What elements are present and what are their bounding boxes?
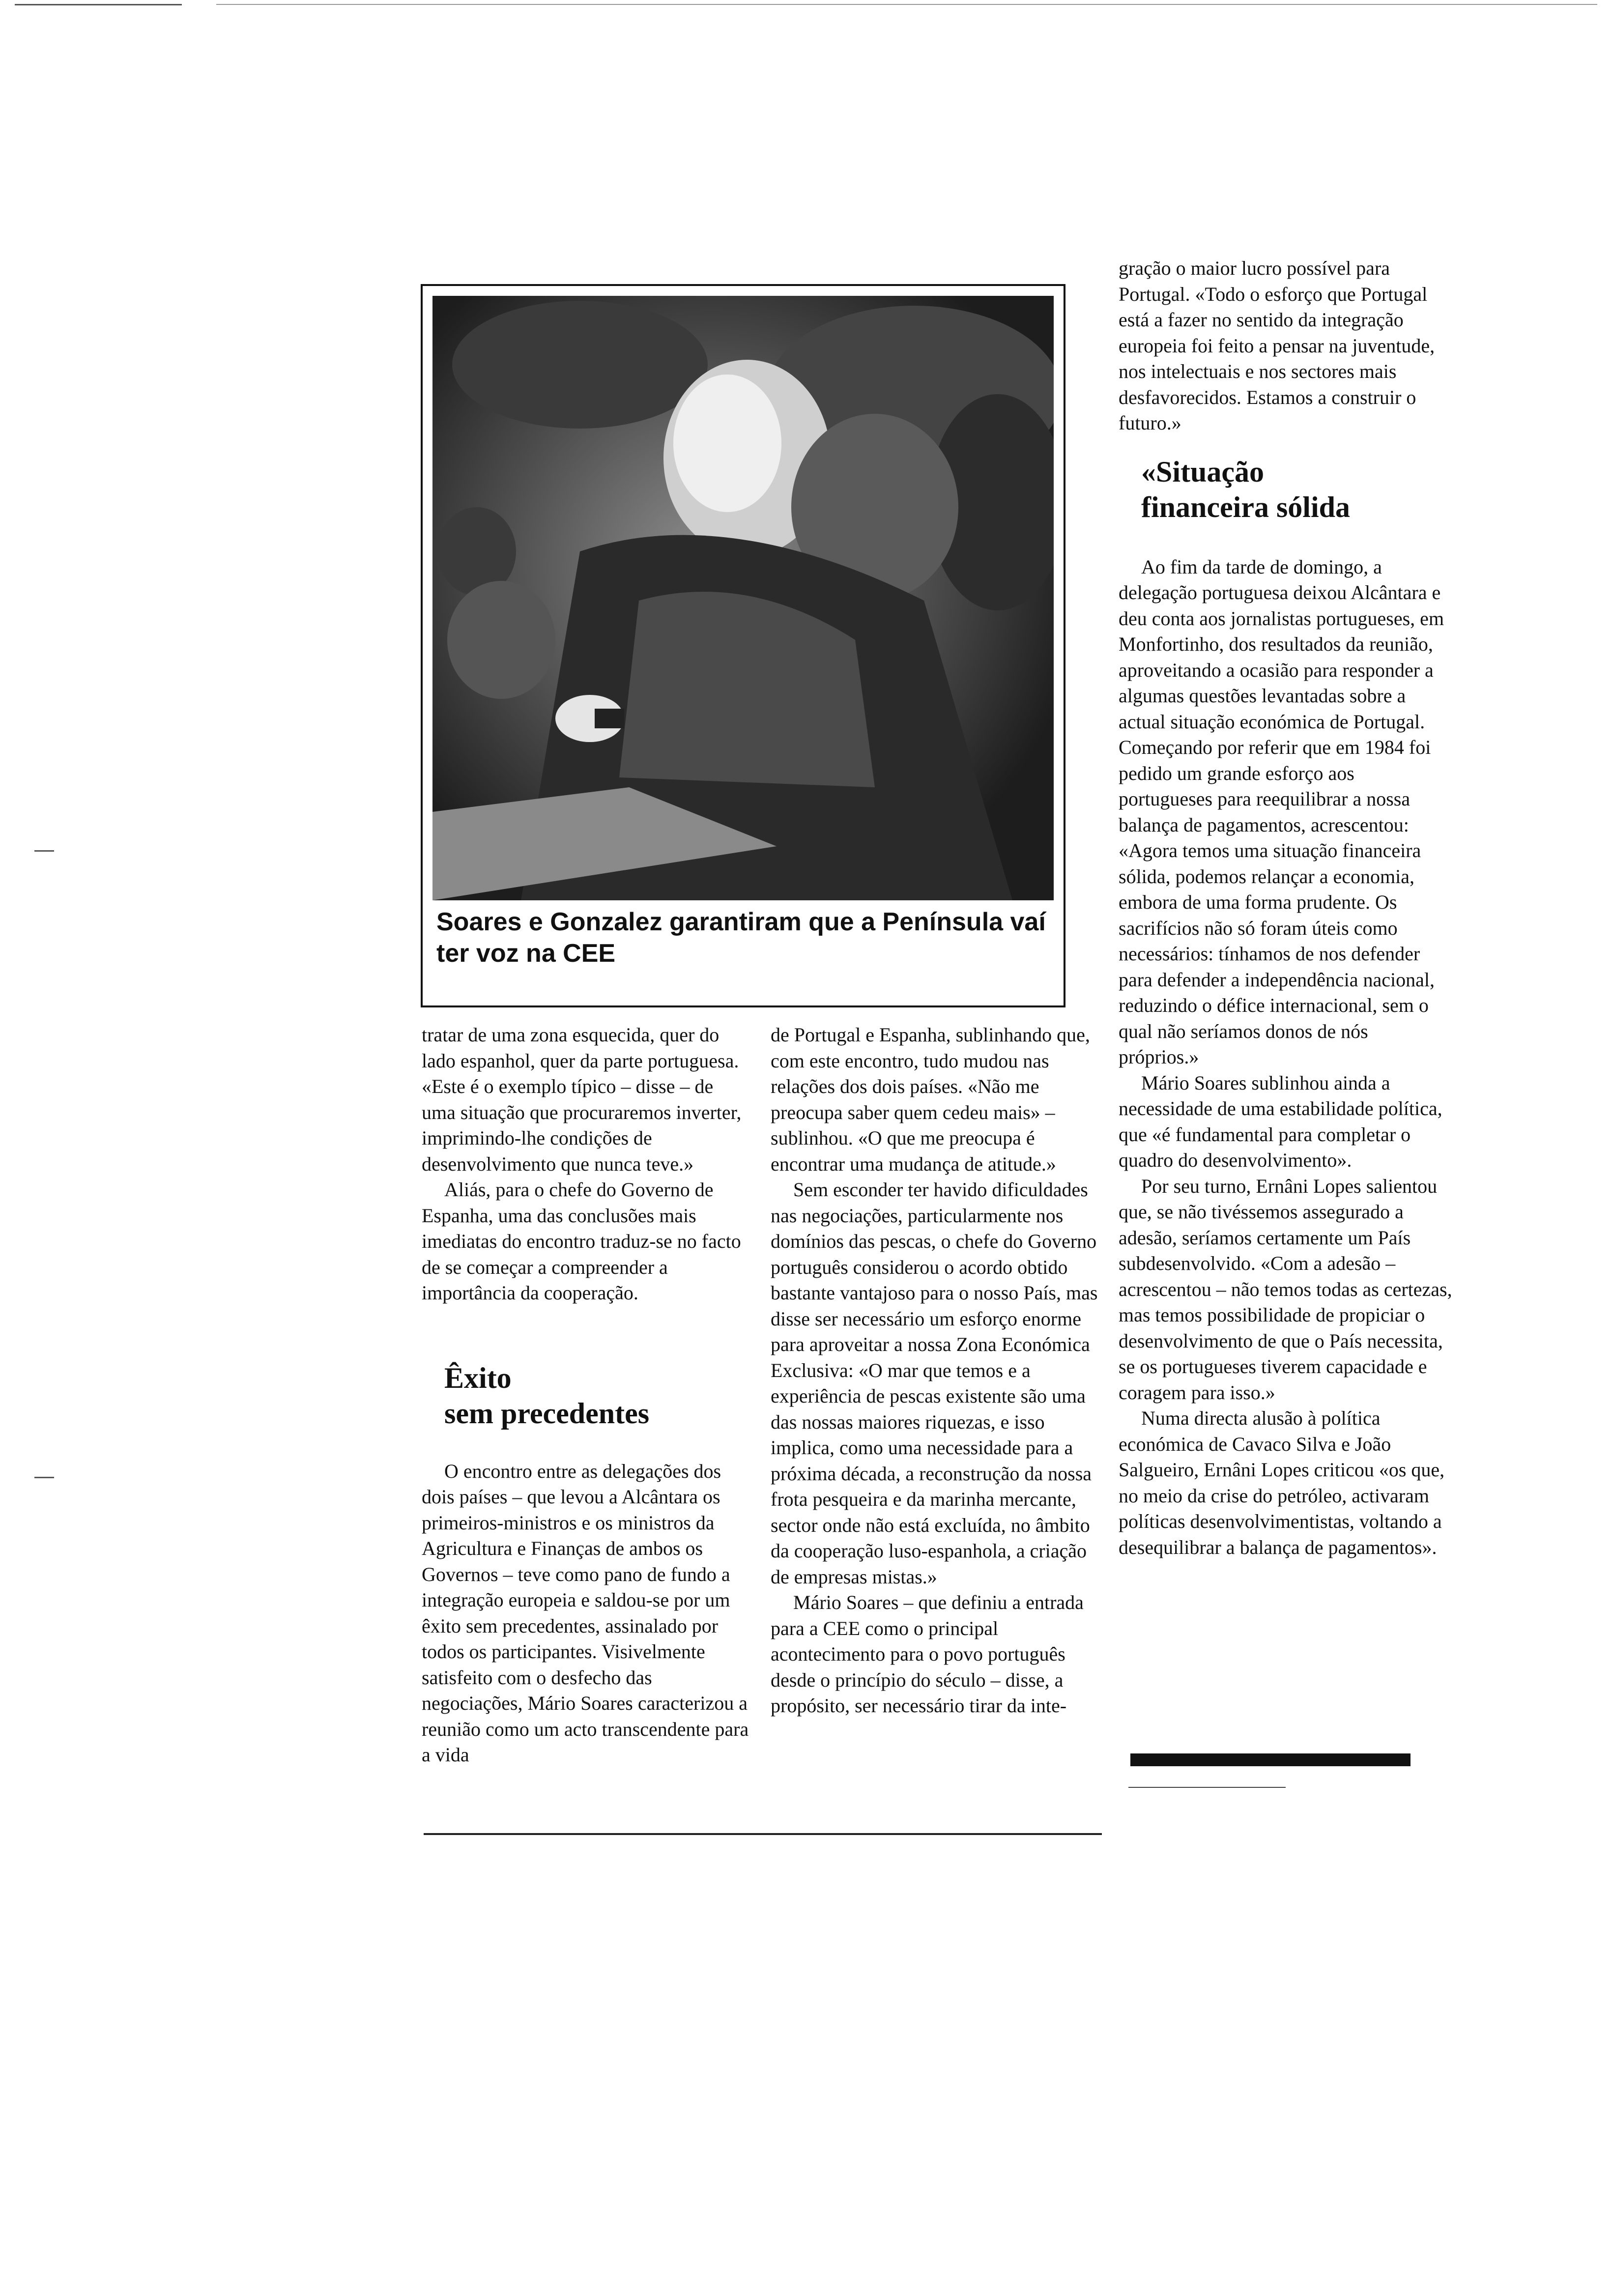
subhead-financeira-solida: financeira sólida: [1141, 490, 1351, 523]
paragraph: Mário Soares – que definiu a entrada para a CEE como o principal acontecimento para o povo português desde o princípio do século – disse, a propósito, ser necessário tirar da inte-: [771, 1591, 1084, 1717]
paragraph: Numa directa alusão à política económica de Cavaco Silva e João Salgueiro, Ernâni Lopes criticou «os que, no meio da crise do petróleo, activaram políticas desenvolvimentistas, voltando a desequilibrar a balança de pagamentos».: [1119, 1407, 1445, 1558]
photo-caption: Soares e Gonzalez garantiram que a Península vaí ter voz na CEE: [436, 908, 1046, 968]
column-3: [1119, 256, 1453, 1560]
column-1: [422, 1022, 750, 1768]
paragraph: Ao fim da tarde de domingo, a delegação portuguesa deixou Alcântara e deu conta aos jornalistas portugueses, em Monfortinho, dos resultados da reunião, aproveitando a ocasião para responder a algumas questões levantadas sobre a actual situação económica de Portugal. Começando por referir que em 1984 foi pedido um grande esforço aos portugueses para reequilibrar a nossa balança de pagamentos, acrescentou: «Agora temos uma situação financeira sólida, podemos relançar a economia, embora de uma forma prudente. Os sacrifícios não só foram úteis como necessários: tínhamos de nos defender para defender a independência nacional, reduzindo o défice internacional, sem o qual não seríamos donos de nós próprios.»: [1119, 555, 1444, 1068]
news-photo-icon: [432, 296, 1054, 900]
top-scan-line-left: [15, 4, 182, 5]
subhead-sem-precedentes: sem precedentes: [444, 1397, 650, 1430]
end-dashes: [1128, 1787, 1286, 1788]
paragraph: Sem esconder ter havido dificuldades nas negociações, particularmente nos domínios das pescas, o chefe do Governo português considerou o acordo obtido bastante vantajoso para o nosso País, mas disse ser necessário um esforço enorme para aproveitar a nossa Zona Económica Exclusiva: «O mar que temos e a experiência de pescas existente são uma das nossas maiores riquezas, e isso implica, como uma necessidade para a próxima década, a reconstrução da nossa frota pesqueira e da marinha mercante, sector onde não está excluída, no âmbito da cooperação luso-espanhola, a criação de empresas mistas.»: [771, 1178, 1098, 1588]
paragraph: de Portugal e Espanha, sublinhando que, com este encontro, tudo mudou nas relações dos dois países. «Não me preocupa saber quem cedeu mais» – sublinhou. «O que me preocupa é encontrar uma mudança de atitude.»: [771, 1024, 1090, 1175]
bottom-rule: [424, 1833, 1102, 1835]
paragraph: tratar de uma zona esquecida, quer do lado espanhol, quer da parte portuguesa. «Este é o exemplo típico – disse – de uma situação que procuraremos inverter, imprimindo-lhe condições de desenvolvimento que nunca teve.»: [422, 1024, 742, 1175]
top-scan-line-right: [216, 4, 1597, 5]
margin-mark-left-2: [34, 1477, 54, 1478]
paragraph: Aliás, para o chefe do Governo de Espanha, uma das conclusões mais imediatas do encontro traduz-se no facto de se começar a compreender a importância da cooperação.: [422, 1178, 741, 1304]
photo-frame: [421, 284, 1065, 1007]
paragraph: O encontro entre as delegações dos dois países – que levou a Alcântara os primeiros-ministros e os ministros da Agricultura e Finanças de ambos os Governos – teve como pano de fundo a integração europeia e saldou-se por um êxito sem precedentes, assinalado por todos os participantes. Visivelmente satisfeito com o desfecho das negociações, Mário Soares caracterizou a reunião como um acto transcendente para a vida: [422, 1460, 749, 1766]
subhead-situacao: «Situação: [1141, 455, 1265, 488]
paragraph: Mário Soares sublinhou ainda a necessidade de uma estabilidade política, que «é fundamental para completar o quadro do desenvolvimento».: [1119, 1071, 1442, 1171]
end-of-article-bar: [1130, 1753, 1410, 1766]
margin-mark-left-1: [34, 850, 54, 852]
paragraph: gração o maior lucro possível para Portugal. «Todo o esforço que Portugal está a fazer no sentido da integração europeia foi feito a pensar na juventude, nos intelectuais e nos sectores mais desfavorecidos. Estamos a construir o futuro.»: [1119, 257, 1435, 434]
column-2: [771, 1022, 1100, 1719]
subhead-exito: Êxito: [444, 1361, 512, 1394]
paragraph: Por seu turno, Ernâni Lopes salientou que, se não tivéssemos assegurado a adesão, seríamos certamente um País subdesenvolvido. «Com a adesão – acrescentou – não temos todas as certezas, mas temos possibilidade de propiciar o desenvolvimento de que o País necessita, se os portugueses tiverem capacidade e coragem para isso.»: [1119, 1175, 1452, 1404]
